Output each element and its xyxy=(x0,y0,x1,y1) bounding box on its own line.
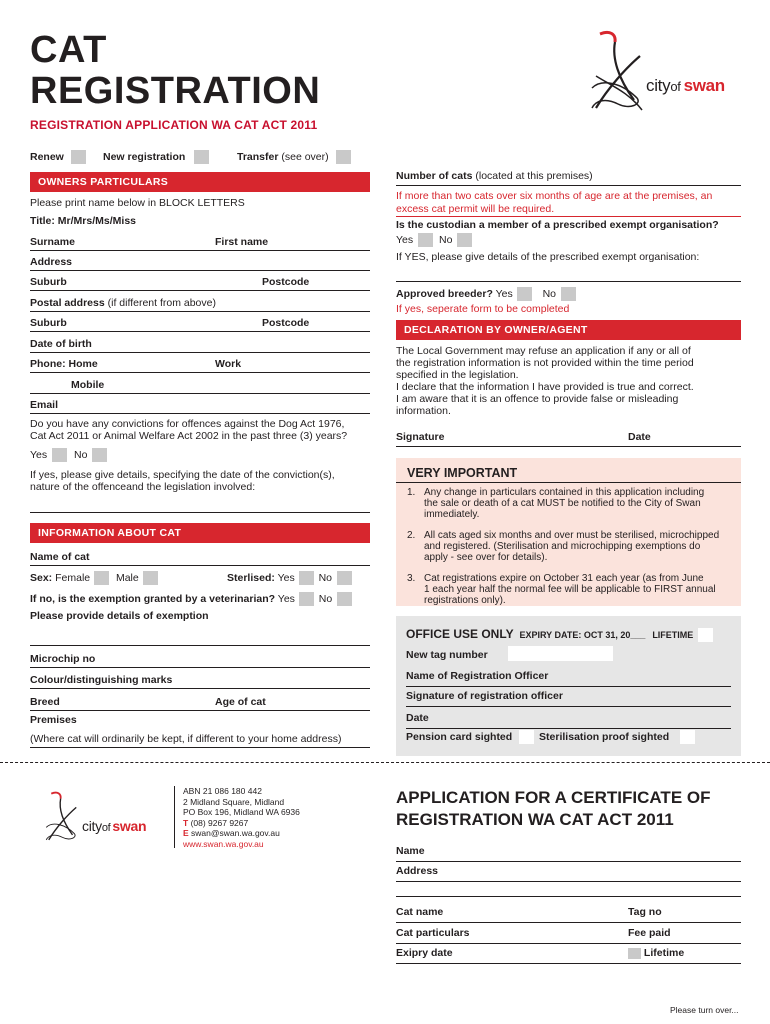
cert-address-label: Address xyxy=(396,865,439,877)
expiry-date-label: EXPIRY DATE: OCT 31, 20___ xyxy=(519,630,646,640)
logo-text-swan: swan xyxy=(683,76,725,95)
certificate-title xyxy=(396,787,710,831)
exemption-yes-checkbox[interactable] xyxy=(299,592,314,606)
signature-label: Signature xyxy=(396,431,445,443)
male-label: Male xyxy=(115,571,139,584)
postcode-label: Postcode xyxy=(262,276,310,288)
declaration-line-4: I declare that the information I have provided is true and correct. xyxy=(396,381,694,393)
declaration-line-3: specified in the legislation. xyxy=(396,369,519,381)
office-date-label: Date xyxy=(406,712,429,724)
title-field[interactable] xyxy=(30,210,370,230)
important-list xyxy=(396,487,741,616)
item-line: registrations only). xyxy=(424,595,506,606)
title-line-1: CAT xyxy=(30,29,107,71)
approved-breeder-field xyxy=(396,287,576,301)
footer-logo-city: city xyxy=(82,818,102,834)
sterilisation-proof-label: Sterilisation proof sighted xyxy=(539,730,670,743)
city-of-swan-logo xyxy=(582,28,752,118)
convictions-yes-checkbox[interactable] xyxy=(52,448,67,462)
female-label: Female xyxy=(55,571,91,584)
officer-signature-label: Signature of registration officer xyxy=(406,690,563,702)
breed-label: Breed xyxy=(30,696,60,708)
registration-officer-label: Name of Registration Officer xyxy=(406,670,549,682)
breeder-no-label: No xyxy=(542,287,557,300)
convictions-yes-no xyxy=(30,448,107,462)
renew-checkbox[interactable] xyxy=(71,150,86,164)
subtitle: REGISTRATION APPLICATION WA CAT ACT 2011 xyxy=(30,118,318,132)
item-line: apply - see over for details). xyxy=(424,552,548,563)
footer-vertical-divider xyxy=(174,786,175,848)
cert-fee-paid-label: Fee paid xyxy=(628,927,671,939)
details-answer-line[interactable] xyxy=(30,512,370,513)
address-line-1: 2 Midland Square, Midland xyxy=(183,796,285,807)
postal-address-field[interactable] xyxy=(30,292,370,312)
address-line-2: PO Box 196, Midland WA 6936 xyxy=(183,807,300,817)
warning-line-2: excess cat permit will be required. xyxy=(396,202,555,215)
email-line xyxy=(183,828,300,839)
convictions-yes-label: Yes xyxy=(30,448,48,461)
exemption-details-label: Please provide details of exemption xyxy=(30,610,209,622)
exemption-question xyxy=(30,592,352,606)
sterlised-field xyxy=(227,571,352,585)
details-line-2: nature of the offenceand the legislation involved: xyxy=(30,481,256,493)
exemption-no-label: No xyxy=(318,592,333,605)
cert-lifetime-option xyxy=(628,944,684,962)
postal-suburb-label: Suburb xyxy=(30,317,67,329)
item-line: All cats aged six months and over must be sterilised, microchipped xyxy=(424,530,720,541)
seperate-form-note: If yes, seperate form to be completed xyxy=(396,303,570,315)
cert-expiry-label: Exipry date xyxy=(396,947,453,959)
office-date-field[interactable] xyxy=(406,709,731,729)
postal-address-label: Postal address xyxy=(30,297,105,309)
very-important-title: VERY IMPORTANT xyxy=(407,466,518,480)
item-number: 2. xyxy=(407,530,416,541)
footer-logo xyxy=(40,786,170,856)
cert-particulars-field[interactable] xyxy=(396,924,741,944)
declaration-line-1: The Local Government may refuse an application if any or all of xyxy=(396,345,691,357)
item-line: the sale or death of a cat MUST be notified to the City of Swan xyxy=(424,498,701,509)
certificate-title-line-1: APPLICATION FOR A CERTIFICATE OF xyxy=(396,788,711,807)
cert-cat-name-field[interactable] xyxy=(396,903,741,923)
exempt-org-line[interactable] xyxy=(396,281,741,282)
transfer-label: Transfer xyxy=(237,150,279,163)
custodian-yes-label: Yes xyxy=(396,233,414,246)
cut-line xyxy=(0,762,770,763)
cert-name-label: Name xyxy=(396,845,425,857)
postal-suburb-field[interactable] xyxy=(30,312,370,332)
surname-field[interactable] xyxy=(30,231,370,251)
item-line: Cat registrations expire on October 31 each year (as from June xyxy=(424,573,704,584)
transfer-option xyxy=(237,150,351,164)
breeder-yes-label: Yes xyxy=(495,287,513,300)
item-line: and registered. (Sterilisation and microchipping exemptions do xyxy=(424,541,701,552)
cat-name-label: Name of cat xyxy=(30,551,90,563)
details-line-1: If yes, please give details, specifying the date of the conviction(s), xyxy=(30,469,335,481)
exemption-no-checkbox[interactable] xyxy=(337,592,352,606)
pension-card-checkbox[interactable] xyxy=(519,730,534,744)
item-line: Any change in particulars contained in this application including xyxy=(424,487,705,498)
convictions-question xyxy=(30,418,375,442)
declaration-header: DECLARATION BY OWNER/AGENT xyxy=(396,320,741,340)
premises-label: Premises xyxy=(30,714,77,726)
renew-option xyxy=(30,150,86,164)
dob-label: Date of birth xyxy=(30,338,92,350)
num-cats-field[interactable] xyxy=(396,170,741,186)
office-use-panel xyxy=(396,616,741,756)
logo-text-of: of xyxy=(670,79,681,94)
surname-label: Surname xyxy=(30,236,75,248)
office-use-heading xyxy=(406,627,713,642)
premises-note: (Where cat will ordinarily be kept, if different to your home address) xyxy=(30,733,342,745)
warning-divider xyxy=(396,216,741,217)
mobile-label: Mobile xyxy=(71,379,105,391)
male-checkbox[interactable] xyxy=(143,571,158,585)
renew-label: Renew xyxy=(30,150,64,163)
warning-line-1: If more than two cats over six months of age are at the premises, an xyxy=(396,190,713,202)
sighted-row xyxy=(406,730,695,744)
if-yes-details-label: If YES, please give details of the prescribed exempt organisation: xyxy=(396,251,700,263)
first-name-label: First name xyxy=(215,236,269,248)
phone-home-field[interactable] xyxy=(30,353,370,373)
num-cats-label: Number of cats xyxy=(396,170,473,182)
new-tag-label: New tag number xyxy=(406,649,488,661)
work-phone-label: Work xyxy=(215,358,242,370)
sterlised-label: Sterlised: xyxy=(227,571,275,584)
important-item-3 xyxy=(396,573,741,606)
cat-name-field[interactable] xyxy=(30,546,370,566)
phone-prefix: T xyxy=(183,817,189,828)
please-turn-over: Please turn over... xyxy=(670,1005,739,1015)
suburb-field[interactable] xyxy=(30,271,370,291)
new-registration-checkbox[interactable] xyxy=(194,150,209,164)
certificate-title-line-2: REGISTRATION WA CAT ACT 2011 xyxy=(396,810,674,829)
suburb-label: Suburb xyxy=(30,276,67,288)
breeder-no-checkbox[interactable] xyxy=(561,287,576,301)
approved-breeder-label: Approved breeder? xyxy=(396,287,493,300)
num-cats-note: (located at this premises) xyxy=(475,170,593,182)
office-use-title: OFFICE USE ONLY xyxy=(406,627,514,641)
declaration-line-2: the registration information is not provided within the time period xyxy=(396,357,694,369)
declaration-line-5: I am aware that it is an offence to provide false or misleading xyxy=(396,393,679,405)
cert-address-line-2[interactable] xyxy=(396,896,741,897)
email-address[interactable]: swan@swan.wa.gov.au xyxy=(191,828,280,838)
item-number: 1. xyxy=(407,487,416,498)
dob-field[interactable] xyxy=(30,333,370,353)
footer-logo-swan: swan xyxy=(112,818,147,834)
address-label: Address xyxy=(30,256,73,268)
mobile-field[interactable] xyxy=(30,374,370,394)
sterlised-yes-label: Yes xyxy=(277,571,295,584)
email-field[interactable] xyxy=(30,394,370,414)
convictions-q-line-2: Cat Act 2011 or Animal Welfare Act 2002 in the past three (3) years? xyxy=(30,430,348,442)
cert-address-field[interactable] xyxy=(396,862,741,882)
microchip-label: Microchip no xyxy=(30,653,96,665)
owners-particulars-header: OWNERS PARTICULARS xyxy=(30,172,370,192)
sterilisation-proof-checkbox[interactable] xyxy=(680,730,695,744)
important-divider xyxy=(396,482,741,483)
breed-field[interactable] xyxy=(30,691,370,711)
convictions-q-line-1: Do you have any convictions for offences against the Dog Act 1976, xyxy=(30,418,345,430)
cat-info-header: INFORMATION ABOUT CAT xyxy=(30,523,370,543)
sex-field xyxy=(30,571,158,585)
cert-expiry-field[interactable] xyxy=(396,944,741,964)
important-item-1 xyxy=(396,487,741,520)
swan-logo-icon xyxy=(582,28,662,118)
cert-particulars-label: Cat particulars xyxy=(396,927,470,939)
postal-note: (if different from above) xyxy=(107,297,216,309)
pension-card-label: Pension card sighted xyxy=(406,730,513,743)
declaration-line-6: information. xyxy=(396,405,451,417)
footer-logo-of: of xyxy=(101,822,111,834)
website-link[interactable]: www.swan.wa.gov.au xyxy=(183,838,264,849)
title-label: Title: Mr/Mrs/Ms/Miss xyxy=(30,215,136,227)
cert-lifetime-label: Lifetime xyxy=(643,947,685,959)
postal-postcode-label: Postcode xyxy=(262,317,310,329)
item-number: 3. xyxy=(407,573,416,584)
logo-text-city: city xyxy=(646,76,671,95)
exemption-q-label: If no, is the exemption granted by a veterinarian? xyxy=(30,592,276,605)
marks-field[interactable] xyxy=(30,669,370,689)
new-tag-input[interactable] xyxy=(508,646,613,661)
custodian-yes-checkbox[interactable] xyxy=(418,233,433,247)
very-important-panel xyxy=(396,458,741,606)
new-registration-option xyxy=(103,150,209,164)
exemption-details-line[interactable] xyxy=(30,645,370,646)
custodian-no-label: No xyxy=(438,233,453,246)
conviction-details-instruction xyxy=(30,469,335,493)
new-registration-label: New registration xyxy=(103,150,186,163)
lifetime-checkbox[interactable] xyxy=(698,628,713,642)
declaration-text xyxy=(396,345,694,417)
email-label: Email xyxy=(30,399,59,411)
contact-details xyxy=(183,786,300,849)
officer-signature-field[interactable] xyxy=(406,687,731,707)
premises-field[interactable] xyxy=(30,728,370,748)
custodian-yes-no xyxy=(396,233,472,247)
microchip-field[interactable] xyxy=(30,648,370,668)
title-line-2: REGISTRATION xyxy=(30,70,321,112)
item-line: 1 each year half the normal fee will be applicable to FIRST annual xyxy=(424,584,716,595)
important-item-2 xyxy=(396,530,741,563)
sterlised-no-label: No xyxy=(318,571,333,584)
signature-field[interactable] xyxy=(396,431,741,447)
lifetime-label: LIFETIME xyxy=(652,630,694,640)
page-title xyxy=(30,30,320,112)
exemption-yes-label: Yes xyxy=(277,592,295,605)
item-line: immediately. xyxy=(424,509,480,520)
cert-cat-name-label: Cat name xyxy=(396,906,444,918)
custodian-question: Is the custodian a member of a prescribed exempt organisation? xyxy=(396,219,719,231)
cert-lifetime-checkbox[interactable] xyxy=(628,948,641,959)
phone-number: (08) 9267 9267 xyxy=(190,817,249,828)
block-letters-instruction: Please print name below in BLOCK LETTERS xyxy=(30,197,245,209)
excess-cat-warning xyxy=(396,190,712,215)
sterlised-no-checkbox[interactable] xyxy=(337,571,352,585)
breeder-yes-checkbox[interactable] xyxy=(517,287,532,301)
address-field[interactable] xyxy=(30,251,370,271)
phone-line xyxy=(183,818,300,829)
cert-name-field[interactable] xyxy=(396,842,741,862)
signature-date-label: Date xyxy=(628,431,651,443)
cert-tag-no-label: Tag no xyxy=(628,906,662,918)
female-checkbox[interactable] xyxy=(94,571,109,585)
email-prefix: E xyxy=(183,828,189,838)
sex-label: Sex: xyxy=(30,571,53,584)
convictions-no-label: No xyxy=(73,448,88,461)
marks-label: Colour/distinguishing marks xyxy=(30,674,173,686)
transfer-note: (see over) xyxy=(281,150,329,163)
transfer-checkbox[interactable] xyxy=(336,150,351,164)
registration-officer-field[interactable] xyxy=(406,667,731,687)
phone-home-label: Phone: Home xyxy=(30,358,98,370)
sterlised-yes-checkbox[interactable] xyxy=(299,571,314,585)
abn: ABN 21 086 180 442 xyxy=(183,786,262,796)
age-label: Age of cat xyxy=(215,696,266,708)
custodian-no-checkbox[interactable] xyxy=(457,233,472,247)
convictions-no-checkbox[interactable] xyxy=(92,448,107,462)
